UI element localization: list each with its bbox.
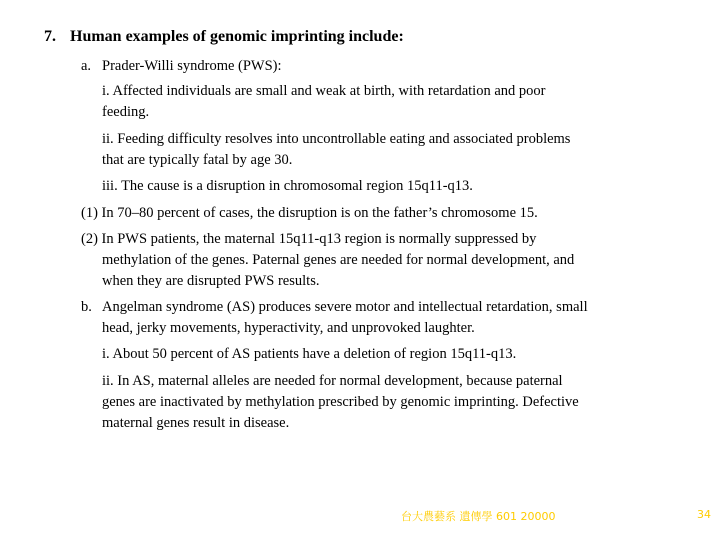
item-a-sub-ii-line2: that are typically fatal by age 30.: [102, 152, 293, 168]
item-a-title: Prader-Willi syndrome (PWS):: [102, 58, 282, 74]
item-a-sub-i-line2: feeding.: [102, 104, 150, 120]
item-a-point-2-line3: when they are disrupted PWS results.: [102, 273, 320, 289]
item-a-point-2-line1: (2) In PWS patients, the maternal 15q11-q13 region is normally suppressed by: [81, 231, 537, 247]
heading-title: Human examples of genomic imprinting include:: [70, 28, 404, 45]
item-b-sub-ii-line1: ii. In AS, maternal alleles are needed for normal development, because paternal: [102, 373, 563, 389]
item-b-title-line1: Angelman syndrome (AS) produces severe motor and intellectual retardation, small: [102, 299, 588, 315]
item-b-sub-ii-line2: genes are inactivated by methylation prescribed by genomic imprinting. Defective: [102, 394, 579, 410]
item-a-point-2-line2: methylation of the genes. Paternal genes are needed for normal development, and: [102, 252, 575, 268]
footer-course: 台大農藝系 遺傳學 601 20000: [401, 510, 556, 523]
item-b-title-line2: head, jerky movements, hyperactivity, and unprovoked laughter.: [102, 320, 475, 336]
footer-page-number: 34: [697, 508, 711, 521]
item-a-sub-i-line1: i. Affected individuals are small and weak at birth, with retardation and poor: [102, 83, 546, 99]
item-a-sub-ii-line1: ii. Feeding difficulty resolves into uncontrollable eating and associated problems: [102, 131, 571, 147]
item-a-marker: a.: [81, 58, 92, 74]
heading-number: 7.: [44, 28, 56, 45]
item-a-point-1: (1) In 70–80 percent of cases, the disruption is on the father’s chromosome 15.: [81, 205, 538, 221]
item-b-marker: b.: [81, 299, 92, 315]
item-b-sub-i: i. About 50 percent of AS patients have a deletion of region 15q11-q13.: [102, 346, 517, 362]
item-b-sub-ii-line3: maternal genes result in disease.: [102, 415, 290, 431]
item-a-sub-iii: iii. The cause is a disruption in chromosomal region 15q11-q13.: [102, 178, 473, 194]
